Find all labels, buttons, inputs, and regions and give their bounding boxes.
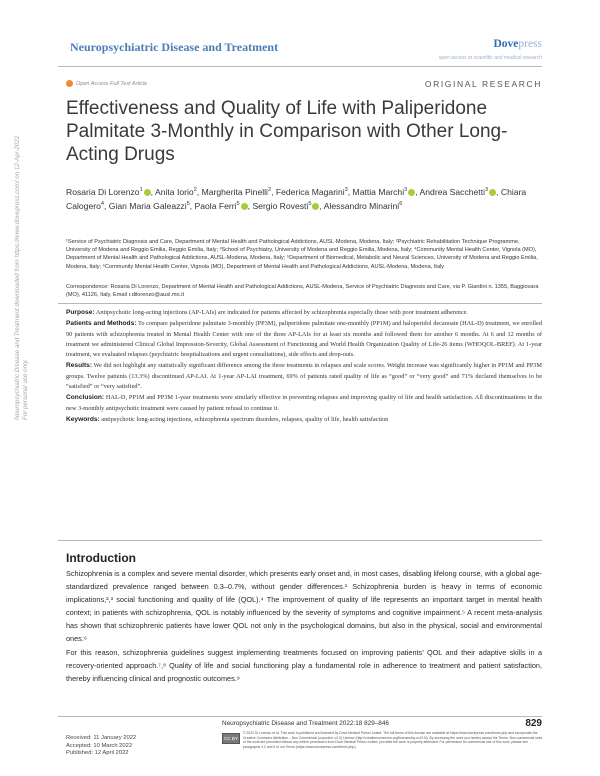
author-name[interactable]: Rosaria Di Lorenzo	[66, 187, 140, 197]
orcid-icon[interactable]	[144, 189, 151, 196]
download-watermark	[14, 120, 38, 420]
footer-divider	[58, 716, 542, 717]
abstract-results: Results: We did not highlight any statistically significant difference among the three treatments in relapses and scale scores. Weight increase was significantly higher in PP1M and PP3M groups. Twelve patients (13.3%) discontinued AP-LAI. At 1-year AP-LAI treatment, 69% of patients rated quality of life as “good” or “very good” and 71% declared themselves to be “satisfied” or “very satisfied”.	[66, 362, 543, 391]
introduction-heading: Introduction	[66, 551, 136, 565]
author-affiliation-mark: 2	[267, 187, 272, 194]
received-date: Received: 11 January 2022	[66, 735, 137, 741]
open-access-label: Open Access Full Text Article	[76, 80, 148, 87]
author-name[interactable]: Gian Maria Galeazzi	[108, 200, 187, 211]
abstract-end-divider	[58, 540, 542, 541]
journal-name[interactable]: Neuropsychiatric Disease and Treatment	[70, 40, 279, 54]
publisher-logo[interactable]	[493, 38, 542, 50]
published-date: Published: 12 April 2022	[66, 750, 129, 757]
accepted-date: Accepted: 10 March 2022	[66, 742, 133, 749]
orcid-icon[interactable]	[489, 189, 496, 196]
author-name[interactable]: Margherita Pinelli	[201, 187, 268, 197]
author-affiliation-mark: 5	[308, 200, 312, 207]
license-text: © 2022 Di Lorenzo et al. This work is published and licensed by Dove Medical Press Limited. The full terms of this license are available at https://www.dovepress.com/terms.php and incorporate the Creative Commons Attribution – Non Commercial (unported, v3.0) License (http://creativecommons.org/licenses/by-nc/3.0/). By accessing the work you hereby accept the Terms. Non-commercial uses of the work are permitted without any further permission from Dove Medical Press Limited, provided the work is properly attributed. For permission for commercial use of this work, please see paragraphs 4.2 and 5 of our Terms (https://www.dovepress.com/terms.php).	[243, 731, 543, 749]
cc-license-icon[interactable]: CC BY NC	[222, 733, 240, 744]
article-title: Effectiveness and Quality of Life with Paliperidone Palmitate 3-Monthly in Comparison with Other Long-Acting Drugs	[66, 98, 508, 165]
article-section-label: ORIGINAL RESEARCH	[424, 79, 542, 89]
abstract-divider	[58, 303, 542, 304]
author-affiliation-mark: 4	[100, 200, 104, 207]
author-list: Rosaria Di Lorenzo$^1$ , Anita Iorio$^2$, Margherita Pinelli$^2$, Federica Magarini$^3$, Mattia Marchi$^3$ , Andrea Sacchetti$^3$ , Chiara Calogero$^4$, Gian Maria Galeazzi$^5$, Paola Ferri$^5$ , Sergio Rovesti$^5$ , Alessandro Minarini$^6$	[66, 187, 527, 211]
publisher-tagline: open access to scientific and medical research	[438, 55, 542, 61]
personal-use-notice: For personal use only.	[22, 359, 29, 420]
abstract-keywords: Keywords: antipsychotic long-acting injections, schizophrenia spectrum disorders, relapses, quality of life, health satisfaction	[66, 415, 389, 423]
author-affiliation-mark: 3	[344, 187, 348, 194]
author-affiliation-mark: 5	[186, 200, 190, 207]
orcid-icon[interactable]	[408, 189, 415, 196]
author-affiliation-mark: 2	[193, 187, 197, 194]
open-access-icon	[66, 80, 73, 87]
author-name[interactable]: Paola Ferri	[194, 200, 237, 211]
abstract-purpose: Purpose: Antipsychotic long-acting injections (AP-LAIs) are indicated for patients affected by schizophrenia especially those with poor treatment adherence.	[66, 309, 468, 316]
header-divider	[58, 66, 542, 67]
author-name[interactable]: Alessandro Minarini	[323, 200, 400, 211]
intro-paragraph: For this reason, schizophrenia guidelines suggest implementing treatments focused on improving patients’ QOL and their adaptive skills in a recovery-oriented approach.⁷,⁸ Quality of life and social functioning play a fundamental role in adherence to treatment and patient satisfaction, thereby influencing clinical and prognostic outcomes.⁹	[66, 647, 542, 683]
open-access-badge	[66, 80, 147, 87]
publisher-logo-light: press	[518, 38, 542, 50]
author-name[interactable]: Anita Iorio	[154, 187, 194, 197]
download-notice: Neuropsychiatric Disease and Treatment downloaded from https://www.dovepress.com/ on 12-Apr-2022	[14, 135, 21, 420]
author-name[interactable]: Federica Magarini	[275, 187, 345, 197]
introduction-body	[66, 567, 542, 685]
author-affiliation-mark: 3	[404, 187, 408, 194]
article-dates	[66, 735, 136, 758]
abstract	[66, 308, 542, 426]
author-affiliation-mark: 5	[236, 200, 240, 207]
author-name[interactable]: Andrea Sacchetti	[419, 187, 485, 197]
abstract-methods: Patients and Methods: To compare paliperidone palmitate 3-monthly (PP3M), paliperidone palmitate one-monthly (PP1M) and haloperidol decanoate (HAL-D) treatment, we enrolled 90 patients with schizophrenia treated in Mental Health Center with one of the three AP-LAIs for at least six months and followed them for another 6 months. At 6 and 12 months of treatment we administered Clinical Global Impression-Severity, Global Assessment of Functioning and World Health Organization Quality of Life-26 items (WHOQOL-BREF). At 1-year treatment, we evaluated relapses (psychiatric hospitalizations and urgent consultations), side effects and drop-outs.	[66, 320, 542, 359]
page-number: 829	[525, 718, 542, 729]
author-name[interactable]: Sergio Rovesti	[252, 200, 309, 211]
orcid-icon[interactable]	[241, 203, 248, 210]
abstract-conclusion: Conclusion: HAL-D, PP1M and PP3M 1-year treatments were similarly effective in preventing relapses and improving quality of life and health satisfaction. All discontinuations in the new 3-monthly antipsychotic treatment were caused by patient refusal to continue it.	[66, 394, 543, 412]
author-affiliation-mark: 1	[139, 187, 143, 194]
correspondence: Correspondence: Rosaria Di Lorenzo, Department of Mental Health and Pathological Addictions, AUSL-Modena, Service of Psychiatric Diagnosis and Care, via P. Giardini n. 1355, Baggiovara (MO), 41126, Italy, Email r.dilorenzo@ausl.mo.it	[66, 284, 539, 299]
author-affiliation-mark: 3	[485, 187, 489, 194]
intro-paragraph: Schizophrenia is a complex and severe mental disorder, which presents early onset and, in most cases, disabling lifelong course, with a global age-standardized prevalence ranged between 0.3–0.7%, without gender differences.¹ Schizophrenia burden is heavy in terms of economic implications,²,³ social functioning and quality of life (QOL).⁴ The improvement of quality of life represents an important target in mental health context; in patients with schizophrenia, QOL is notably influenced by the severity of symptoms and cognitive impairment.⁵ A recent meta-analysis has shown that schizophrenic patients have lower QOL not only in the psychological domains, but also in the physical, social and environmental ones.⁶	[66, 569, 542, 644]
footer-citation[interactable]: Neuropsychiatric Disease and Treatment 2022:18 829–846	[222, 720, 389, 727]
orcid-icon[interactable]	[312, 203, 319, 210]
publisher-logo-bold: Dove	[493, 38, 519, 50]
author-name[interactable]: Mattia Marchi	[352, 187, 405, 197]
author-affiliation-mark: 6	[399, 200, 403, 207]
affiliations: ¹Service of Psychiatric Diagnosis and Care, Department of Mental Health and Pathological Addictions, AUSL-Modena, Modena, Italy; ²Psychiatric Rehabilitation Technique Programme, University of Modena and Reggio Emilia, Reggio Emilia, Italy; ³School of Psychiatry, University of Modena and Reggio Emilia, Modena, Italy; ⁴Community Mental Health Center, Vignola (MO), Department of Mental Health and Pathological Addictions, AUSL-Modena, Modena, Italy; ⁵Department of Biomedical, Metabolic and Neural Sciences, University of Modena and Reggio Emilia, Modena, Italy; ⁶Community Mental Health Center, Vignola (MO), Department of Mental Health and Pathological Addictions, AUSL-Modena, Modena, Italy	[66, 239, 538, 270]
author-name[interactable]: Chiara Calogero	[66, 187, 527, 211]
